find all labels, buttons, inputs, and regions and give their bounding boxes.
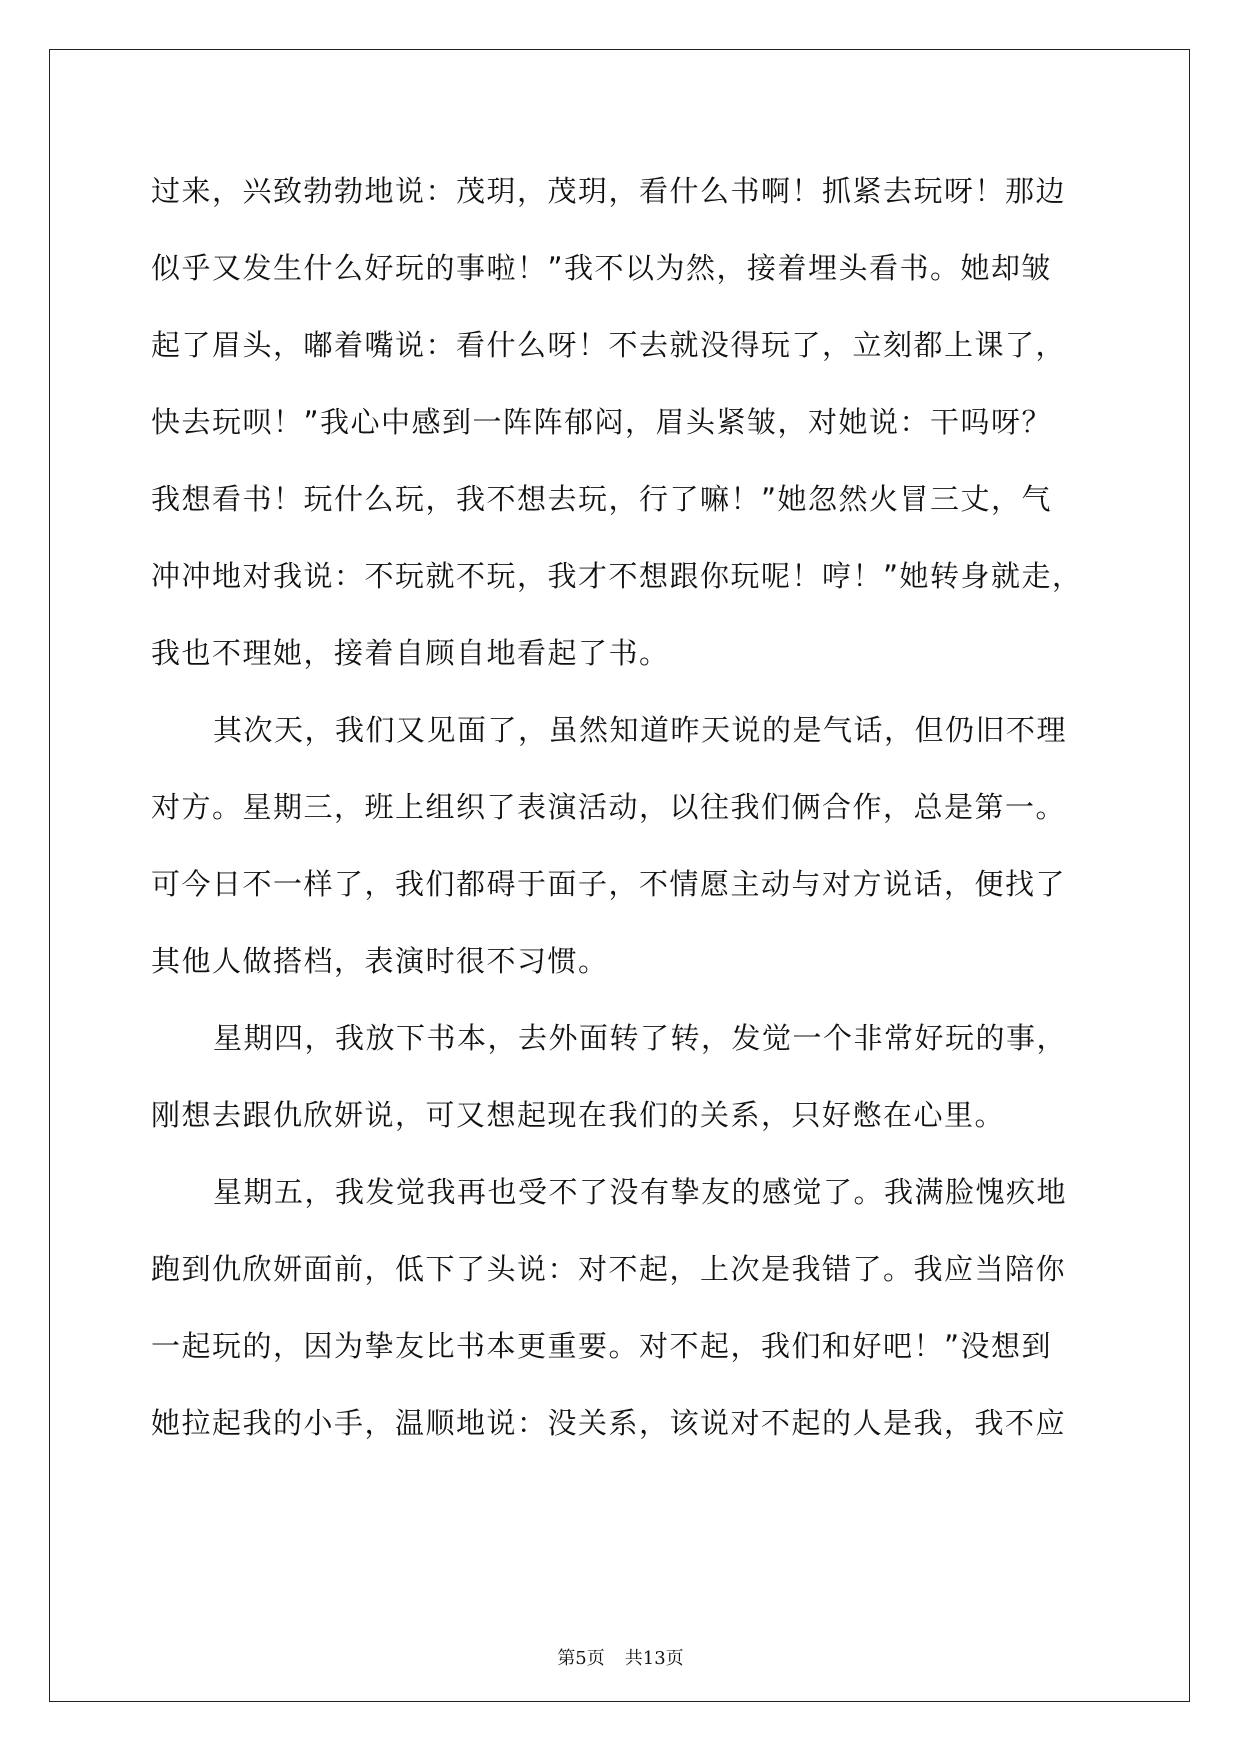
text-line: 跑到仇欣妍面前，低下了头说：对不起，上次是我错了。我应当陪你: [151, 1252, 1067, 1286]
text-line: 一起玩的，因为挚友比书本更重要。对不起，我们和好吧！”没想到: [151, 1329, 1053, 1363]
text-line: 她拉起我的小手，温顺地说：没关系，该说对不起的人是我，我不应: [151, 1406, 1067, 1440]
text-line: 快去玩呗！”我心中感到一阵阵郁闷，眉头紧皱，对她说：干吗呀？: [151, 405, 1053, 439]
text-line: 冲冲地对我说：不玩就不玩，我才不想跟你玩呢！哼！”她转身就走，: [151, 559, 1083, 593]
text-line: 起了眉头，嘟着嘴说：看什么呀！不去就没得玩了，立刻都上课了，: [151, 328, 1067, 362]
paragraph-start-line: 其次天，我们又见面了，虽然知道昨天说的是气话，但仍旧不理: [213, 713, 1068, 747]
text-line: 对方。星期三，班上组织了表演活动，以往我们俩合作，总是第一。: [151, 790, 1067, 824]
text-line: 过来，兴致勃勃地说：茂玥，茂玥，看什么书啊！抓紧去玩呀！那边: [151, 174, 1067, 208]
text-line: 可今日不一样了，我们都碍于面子，不情愿主动与对方说话，便找了: [151, 867, 1067, 901]
text-line: 我想看书！玩什么玩，我不想去玩，行了嘛！”她忽然火冒三丈，气: [151, 482, 1053, 516]
text-line: 我也不理她，接着自顾自地看起了书。: [151, 636, 670, 670]
text-line: 似乎又发生什么好玩的事啦！”我不以为然，接着埋头看书。她却皱: [151, 251, 1053, 285]
text-line: 刚想去跟仇欣妍说，可又想起现在我们的关系，只好憋在心里。: [151, 1098, 1006, 1132]
page-footer: [0, 1644, 1241, 1670]
page-total: 共13页: [624, 1648, 684, 1669]
text-line: 其他人做搭档，表演时很不习惯。: [151, 944, 609, 978]
page-number: 第5页: [557, 1648, 605, 1669]
document-body: [151, 160, 1091, 1469]
paragraph-start-line: 星期五，我发觉我再也受不了没有挚友的感觉了。我满脸愧疚地: [213, 1175, 1068, 1209]
paragraph-start-line: 星期四，我放下书本，去外面转了转，发觉一个非常好玩的事，: [213, 1021, 1068, 1055]
